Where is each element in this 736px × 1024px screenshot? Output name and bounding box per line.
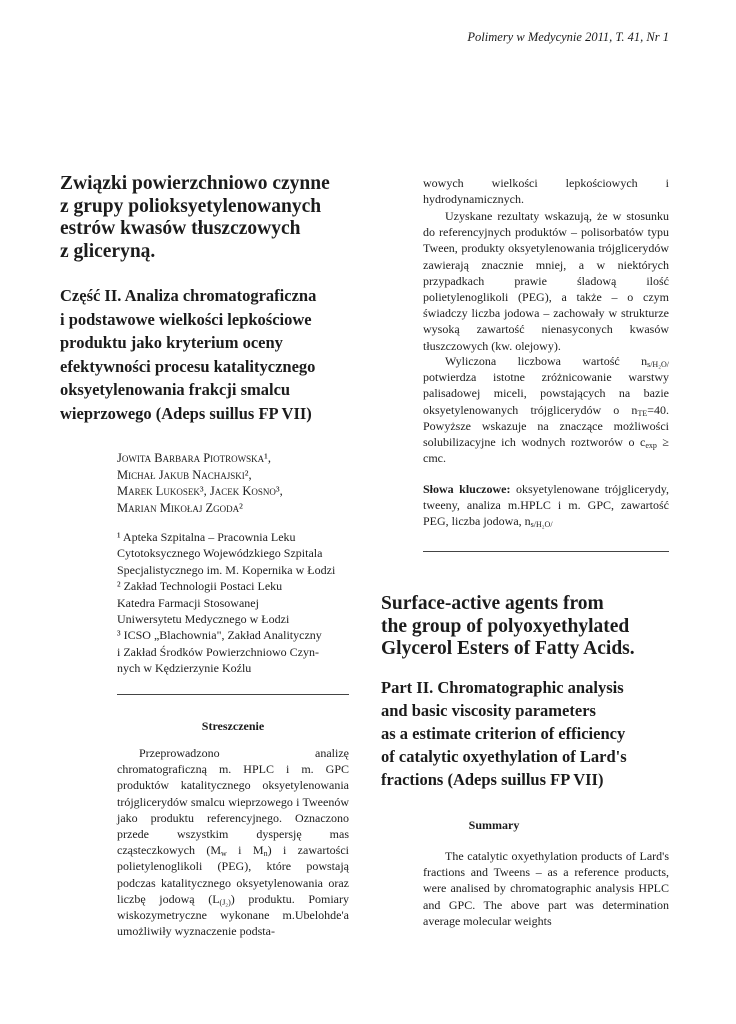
subtitle-en-line: Part II. Chromatographic analysis <box>381 678 624 697</box>
affiliation-line: nych w Kędzierzynie Koźlu <box>117 661 252 676</box>
abstract-heading: Streszczenie <box>201 719 265 733</box>
keywords-text: oksyetylenowane trójglicerydy, tweeny, analiza m.HPLC i m. GPC, zawartość PEG, liczba jodowa, n <box>423 482 669 529</box>
title-polish <box>60 173 348 263</box>
subtitle-pl-line: produktu jako kryterium oceny <box>60 333 283 352</box>
author-line: Marek Lukosek³, Jacek Kosno³, <box>117 484 283 498</box>
subtitle-pl-line: Część II. Analiza chromatograficzna <box>60 286 317 305</box>
affiliation-line: i Zakład Środków Powierzchniowo Czyn- <box>117 644 319 659</box>
keywords-label: Słowa kluczowe: <box>423 482 511 496</box>
abstract-paragraph <box>423 353 669 466</box>
subscript: s/H₂O/ <box>530 520 553 530</box>
abstract-continuation: wowych wielkości lepkościowych i hydrodynamicznych. <box>423 176 669 207</box>
title-pl-line: z grupy polioksyetylenowanych <box>60 195 322 217</box>
title-en-line: Glycerol Esters of Fatty Acids. <box>381 638 635 659</box>
subtitle-en-line: fractions (Adeps suillus FP VII) <box>381 770 604 789</box>
subscript: exp <box>645 441 657 451</box>
subtitle-en-line: as a estimate criterion of efficiency <box>381 724 626 743</box>
keywords <box>423 481 669 530</box>
title-english <box>381 593 669 661</box>
summary-heading: Summary <box>468 818 520 832</box>
subscript: (J₂) <box>219 897 231 907</box>
subscript: s/H₂O/ <box>647 360 669 369</box>
text: i M <box>226 843 264 858</box>
subtitle-en-line: of catalytic oxyethylation of Lard's <box>381 747 627 766</box>
text: potwierdza istotne zróżnicowanie warstwy palisadowej miceli, powstających na bazie oksyetylenowanych trójglicerydów o n <box>423 370 669 417</box>
author-line: Marian Mikołaj Zgoda² <box>117 500 243 515</box>
subtitle-pl-line: efektywności procesu katalitycznego <box>60 356 316 376</box>
divider <box>423 551 669 552</box>
summary-paragraph: The catalytic oxyethylation products of Lard's fractions and Tweens – as a reference products, were analised by chromatographic analysis HPLC and GPC. The above part was determination average molecular weights <box>423 849 669 928</box>
affiliation-line: Specjalistycznego im. M. Kopernika w Łodzi <box>117 562 336 577</box>
subscript: w <box>221 849 227 859</box>
subscript: n <box>263 849 268 859</box>
author-line: Jowita Barbara Piotrowska¹, <box>117 451 272 465</box>
affiliation-line: Uniwersytetu Medycznego w Łodzi <box>117 612 290 627</box>
text: =40. Powyższe wskazuje na znaczące możliwości solubilizacyjne ich wodnych roztworów o c <box>423 402 669 450</box>
subtitle-pl-line: oksyetylenowania frakcji smalcu <box>60 380 291 399</box>
text: Przeprowadzono analizę chromatograficzną m. HPLC i m. GPC produktów katalitycznego oksyetylenowania trójglicerydów smalcu wieprzowego i Tweenów jako produktu referencyjnego. Oznaczono przede wszystkim dyspersję mas cząsteczkowych (M <box>117 746 349 858</box>
subtitle-pl-line: i podstawowe wielkości lepkościowe <box>60 309 312 329</box>
subtitle-english <box>381 676 669 791</box>
author-list <box>117 450 357 516</box>
journal-header: Polimery w Medycynie 2011, T. 41, Nr 1 <box>467 30 669 44</box>
affiliation-line: ³ ICSO „Blachownia", Zakład Analityczny <box>117 628 322 643</box>
text: ) produktu. Pomiary wiskozymetryczne wykonane m.Ubelohde'a umożliwiły wyznaczenie podsta- <box>117 891 349 939</box>
affiliation-line: ² Zakład Technologii Postaci Leku <box>117 579 283 594</box>
divider <box>117 694 349 695</box>
affiliation-line: Cytotoksycznego Wojewódzkiego Szpitala <box>117 546 323 561</box>
author-line: Michał Jakub Nachajski², <box>117 467 252 482</box>
affiliation-line: ¹ Apteka Szpitalna – Pracownia Leku <box>117 530 296 544</box>
text: ) i zawartości polietylenoglikoli (PEG), które powstają podczas katalitycznego oksyetylenowania oraz liczbę jodową (L <box>117 843 349 906</box>
subtitle-pl-line: wieprzowego (Adeps suillus FP VII) <box>60 403 312 423</box>
abstract-paragraph <box>117 745 349 939</box>
title-en-line: Surface-active agents from <box>381 593 604 614</box>
affiliations <box>117 529 357 677</box>
subscript: TE <box>637 408 648 418</box>
title-en-line: the group of polyoxyethylated <box>381 615 630 637</box>
subtitle-en-line: and basic viscosity parameters <box>381 701 596 720</box>
text: ≥ cmc. <box>423 435 669 466</box>
title-pl-line: estrów kwasów tłuszczowych <box>60 218 301 239</box>
affiliation-line: Katedra Farmacji Stosowanej <box>117 595 259 610</box>
title-pl-line: z gliceryną. <box>60 240 156 262</box>
abstract-paragraph: Uzyskane rezultaty wskazują, że w stosunku do referencyjnych produktów – polisorbatów typu Tween, produkty oksyetylenowania trójglicerydów zawierają znacznie mniej, a w niektórych przypadkach prawie śladową ilość polietylenoglikoli (PEG), a także – o czym świadczy liczba jodowa – zachowały w strukturze wysoką zawartość nienasyconych kwasów tłuszczowych (kw. olejowy). <box>423 209 669 353</box>
title-pl-line: Związki powierzchniowo czynne <box>60 173 330 194</box>
text: Wyliczona liczbowa wartość n <box>445 354 648 368</box>
subtitle-polish <box>60 284 348 425</box>
